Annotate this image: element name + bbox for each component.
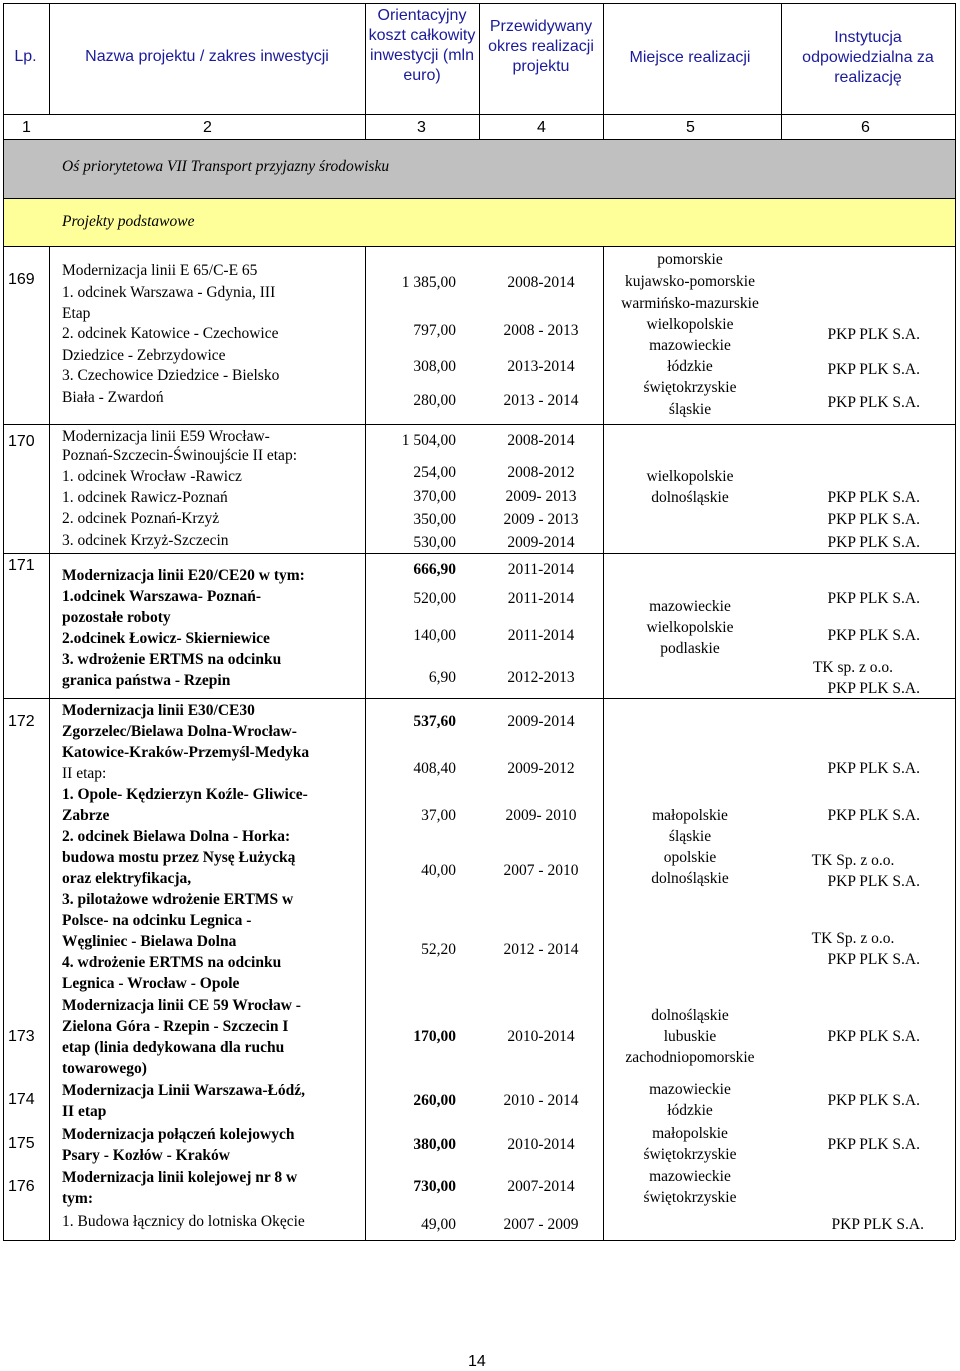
period-value: 2008-2014	[507, 432, 575, 449]
table-rule	[603, 3, 604, 139]
place-line: śląskie	[668, 828, 712, 845]
institution-value: TK Sp. z o.o.	[811, 930, 895, 947]
project-line: Modernizacja linii E20/CE20 w tym:	[62, 567, 305, 584]
table-rule	[49, 246, 50, 1240]
project-line: Modernizacja linii E30/CE30	[62, 702, 255, 719]
table-rule	[955, 3, 956, 1240]
project-line: 1. odcinek Wrocław -Rawicz	[62, 468, 242, 485]
table-rule	[365, 246, 366, 1240]
colnum-4: 4	[537, 119, 546, 136]
cost-value: 520,00	[413, 590, 456, 607]
period-value: 2007 - 2010	[503, 862, 579, 879]
period-value: 2013-2014	[507, 358, 575, 375]
place-line: kujawsko-pomorskie	[624, 273, 755, 290]
period-value: 2009-2014	[507, 713, 575, 730]
place-line: wielkopolskie	[646, 619, 734, 636]
cost-value: 797,00	[413, 322, 456, 339]
institution-value: PKP PLK S.A.	[827, 1136, 920, 1153]
period-value: 2012-2013	[507, 669, 575, 686]
lp: 172	[8, 713, 35, 730]
period-value: 2012 - 2014	[503, 941, 579, 958]
institution-value: TK Sp. z o.o.	[811, 852, 895, 869]
period-value: 2009-2014	[507, 534, 575, 551]
table-rule	[365, 3, 366, 139]
project-line: 3. pilotażowe wdrożenie ERTMS w	[62, 891, 294, 908]
period-value: 2007-2014	[507, 1178, 575, 1195]
cost-value: 140,00	[413, 627, 456, 644]
place-line: mazowieckie	[649, 1081, 731, 1098]
colnum-3: 3	[417, 119, 426, 136]
project-line: Zabrze	[62, 807, 110, 824]
place-line: małopolskie	[652, 1125, 728, 1142]
period-value: 2010-2014	[507, 1136, 575, 1153]
project-line: Modernizacja Linii Warszawa-Łódź,	[62, 1082, 305, 1099]
cost-value: 52,20	[421, 941, 456, 958]
project-line: 1. odcinek Warszawa - Gdynia, III	[62, 284, 276, 301]
cost-value: 408,40	[413, 760, 456, 777]
lp: 175	[8, 1135, 35, 1152]
institution-value: TK sp. z o.o.	[812, 659, 894, 676]
section-title: Projekty podstawowe	[62, 213, 195, 230]
header-institution: Instytucja odpowiedzialna za realizację	[802, 29, 934, 86]
priority-axis-title: Oś priorytetowa VII Transport przyjazny środowisku	[62, 158, 390, 175]
institution-value: PKP PLK S.A.	[827, 873, 920, 890]
header-period: Przewidywany okres realizacji projektu	[488, 18, 594, 75]
institution-value: PKP PLK S.A.	[827, 511, 920, 528]
cost-value: 730,00	[413, 1178, 456, 1195]
table-rule	[3, 1240, 955, 1241]
project-line: 1. Opole- Kędzierzyn Koźle- Gliwice-	[62, 786, 308, 803]
cost-value: 260,00	[413, 1092, 456, 1109]
header-lp: Lp.	[14, 48, 37, 65]
institution-value: PKP PLK S.A.	[827, 951, 920, 968]
project-line: Biała - Zwardoń	[62, 389, 164, 406]
project-line: 1. Budowa łącznicy do lotniska Okęcie	[62, 1213, 305, 1230]
place-line: świętokrzyskie	[643, 1146, 737, 1163]
project-line: towarowego)	[62, 1060, 147, 1077]
project-line: 2. odcinek Katowice - Czechowice	[62, 325, 279, 342]
project-line: Modernizacja linii E59 Wrocław-	[62, 428, 270, 445]
project-line: budowa mostu przez Nysę Łużycką	[62, 849, 296, 866]
table-rule	[3, 246, 955, 247]
place-line: mazowieckie	[649, 337, 731, 354]
institution-value: PKP PLK S.A.	[827, 680, 920, 697]
lp: 169	[8, 271, 35, 288]
project-line: granica państwa - Rzepin	[62, 672, 231, 689]
institution-value: PKP PLK S.A.	[827, 590, 920, 607]
project-line: 1. odcinek Rawicz-Poznań	[62, 489, 228, 506]
table-rule	[3, 3, 4, 1240]
table-rule	[3, 553, 955, 554]
lp: 171	[8, 557, 35, 574]
cost-value: 530,00	[413, 534, 456, 551]
project-line: pozostałe roboty	[62, 609, 171, 626]
institution-value: PKP PLK S.A.	[827, 394, 920, 411]
project-line: 2. odcinek Bielawa Dolna - Horka:	[62, 828, 291, 845]
cost-value: 1 385,00	[401, 274, 456, 291]
period-value: 2008 - 2013	[503, 322, 579, 339]
lp: 173	[8, 1028, 35, 1045]
project-line: Polsce- na odcinku Legnica -	[62, 912, 252, 929]
table-rule	[479, 3, 480, 139]
institution-value: PKP PLK S.A.	[827, 627, 920, 644]
period-value: 2013 - 2014	[503, 392, 579, 409]
table-rule	[3, 698, 955, 699]
project-line: Modernizacja linii CE 59 Wrocław -	[62, 997, 301, 1014]
project-line: II etap	[62, 1103, 107, 1120]
project-line: 4. wdrożenie ERTMS na odcinku	[62, 954, 282, 971]
cost-value: 666,90	[413, 561, 456, 578]
institution-value: PKP PLK S.A.	[831, 1216, 924, 1233]
table-rule	[3, 198, 955, 199]
place-line: mazowieckie	[649, 1168, 731, 1185]
place-line: świętokrzyskie	[643, 1189, 737, 1206]
lp: 174	[8, 1091, 35, 1108]
project-line: II etap:	[62, 765, 107, 782]
cost-value: 254,00	[413, 464, 456, 481]
institution-value: PKP PLK S.A.	[827, 807, 920, 824]
project-line: Zielona Góra - Rzepin - Szczecin I	[62, 1018, 289, 1035]
project-line: Modernizacja linii E 65/C-E 65	[62, 262, 258, 279]
period-value: 2011-2014	[507, 561, 575, 578]
table-rule	[3, 424, 955, 425]
period-value: 2008-2012	[507, 464, 575, 481]
project-line: 1.odcinek Warszawa- Poznań-	[62, 588, 262, 605]
project-line: Dziedzice - Zebrzydowice	[62, 347, 226, 364]
project-line: Katowice-Kraków-Przemyśl-Medyka	[62, 744, 310, 761]
place-line: dolnośląskie	[651, 870, 729, 887]
header-place: Miejsce realizacji	[629, 49, 751, 66]
cost-value: 170,00	[413, 1028, 456, 1045]
cost-value: 280,00	[413, 392, 456, 409]
colnum-6: 6	[861, 119, 870, 136]
place-line: śląskie	[668, 401, 712, 418]
place-line: wielkopolskie	[646, 468, 734, 485]
project-line: etap (linia dedykowana dla ruchu	[62, 1039, 285, 1056]
institution-value: PKP PLK S.A.	[827, 326, 920, 343]
place-line: wielkopolskie	[646, 316, 734, 333]
table-rule	[3, 139, 955, 140]
cost-value: 350,00	[413, 511, 456, 528]
place-line: łódzkie	[667, 1102, 713, 1119]
project-line: 3. wdrożenie ERTMS na odcinku	[62, 651, 282, 668]
institution-value: PKP PLK S.A.	[827, 1028, 920, 1045]
cost-value: 40,00	[421, 862, 456, 879]
project-line: Węgliniec - Bielawa Dolna	[62, 933, 237, 950]
place-line: zachodniopomorskie	[625, 1049, 755, 1066]
project-line: Poznań-Szczecin-Świnoujście II etap:	[62, 447, 297, 464]
project-line: 2. odcinek Poznań-Krzyż	[62, 510, 220, 527]
header-name: Nazwa projektu / zakres inwestycji	[85, 48, 329, 65]
institution-value: PKP PLK S.A.	[827, 1092, 920, 1109]
place-line: dolnośląskie	[651, 1007, 729, 1024]
place-line: mazowieckie	[649, 598, 731, 615]
colnum-1: 1	[22, 119, 31, 136]
table-rule	[781, 3, 782, 139]
cost-value: 1 504,00	[401, 432, 456, 449]
project-line: oraz elektryfikacja,	[62, 870, 192, 887]
period-value: 2011-2014	[507, 590, 575, 607]
period-value: 2010-2014	[507, 1028, 575, 1045]
place-line: warmińsko-mazurskie	[621, 295, 759, 312]
place-line: łódzkie	[667, 358, 713, 375]
cost-value: 370,00	[413, 488, 456, 505]
place-line: małopolskie	[652, 807, 728, 824]
cost-value: 537,60	[413, 713, 456, 730]
period-value: 2009- 2010	[505, 807, 577, 824]
cost-value: 380,00	[413, 1136, 456, 1153]
period-value: 2011-2014	[507, 627, 575, 644]
project-line: Etap	[62, 305, 91, 322]
project-line: 2.odcinek Łowicz- Skierniewice	[62, 630, 270, 647]
project-line: 3. odcinek Krzyż-Szczecin	[62, 532, 229, 549]
table-rule	[603, 246, 604, 1240]
cost-value: 308,00	[413, 358, 456, 375]
cost-value: 6,90	[428, 669, 456, 686]
project-line: Modernizacja połączeń kolejowych	[62, 1126, 295, 1143]
project-line: Legnica - Wrocław - Opole	[62, 975, 240, 992]
institution-value: PKP PLK S.A.	[827, 534, 920, 551]
project-line: 3. Czechowice Dziedzice - Bielsko	[62, 367, 280, 384]
place-line: pomorskie	[657, 251, 723, 268]
project-line: Zgorzelec/Bielawa Dolna-Wrocław-	[62, 723, 297, 740]
period-value: 2007 - 2009	[503, 1216, 579, 1233]
institution-value: PKP PLK S.A.	[827, 489, 920, 506]
project-line: Psary - Kozłów - Kraków	[62, 1147, 230, 1164]
colnum-5: 5	[686, 119, 695, 136]
institution-value: PKP PLK S.A.	[827, 361, 920, 378]
page-number: 14	[468, 1353, 486, 1370]
place-line: podlaskie	[660, 640, 720, 657]
period-value: 2009 - 2013	[503, 511, 579, 528]
lp: 170	[8, 433, 35, 450]
cost-value: 37,00	[421, 807, 456, 824]
period-value: 2009-2012	[507, 760, 575, 777]
period-value: 2010 - 2014	[503, 1092, 579, 1109]
place-line: dolnośląskie	[651, 489, 729, 506]
project-line: Modernizacja linii kolejowej nr 8 w	[62, 1169, 298, 1186]
lp: 176	[8, 1178, 35, 1195]
header-cost: Orientacyjny koszt całkowity inwestycji (mln euro)	[368, 7, 476, 84]
cost-value: 49,00	[421, 1216, 456, 1233]
institution-value: PKP PLK S.A.	[827, 760, 920, 777]
place-line: świętokrzyskie	[643, 379, 737, 396]
place-line: lubuskie	[663, 1028, 717, 1045]
table-rule	[49, 3, 50, 114]
project-line: tym:	[62, 1190, 93, 1207]
colnum-2: 2	[203, 119, 212, 136]
period-value: 2008-2014	[507, 274, 575, 291]
period-value: 2009- 2013	[505, 488, 577, 505]
place-line: opolskie	[663, 849, 717, 866]
